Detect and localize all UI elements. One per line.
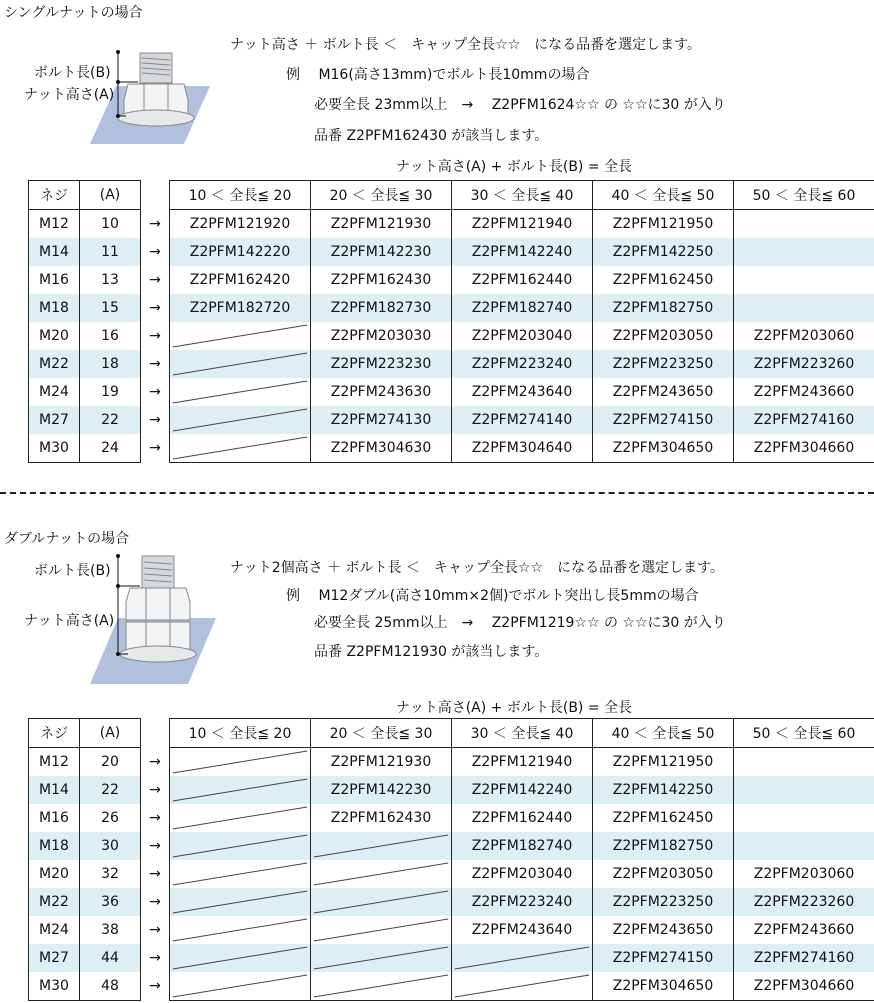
header-cell-length-range: 50 ＜ 全長≦ 60 bbox=[734, 719, 874, 748]
part-number-cell: Z2PFM243640 bbox=[452, 378, 593, 406]
thread-size-cell: M18 bbox=[29, 294, 80, 322]
part-number-cell: Z2PFM121920 bbox=[170, 210, 311, 239]
thread-size-cell: M24 bbox=[29, 916, 80, 944]
header-spacer bbox=[141, 181, 170, 210]
part-number-cell: Z2PFM304660 bbox=[734, 972, 874, 1001]
arrow-icon: → bbox=[149, 384, 161, 400]
strike-through-line bbox=[170, 916, 310, 944]
part-number-cell: Z2PFM203030 bbox=[311, 322, 452, 350]
header-cell-length-range: 40 ＜ 全長≦ 50 bbox=[593, 719, 734, 748]
part-number-cell: Z2PFM223240 bbox=[452, 888, 593, 916]
part-number-cell: Z2PFM162440 bbox=[452, 804, 593, 832]
part-number-cell: Z2PFM304650 bbox=[593, 434, 734, 463]
table-row bbox=[29, 434, 874, 463]
header-cell-length-range: 30 ＜ 全長≦ 40 bbox=[452, 181, 593, 210]
nut-height-cell: 11 bbox=[80, 238, 141, 266]
part-number-cell: Z2PFM142250 bbox=[593, 238, 734, 266]
part-number-cell: Z2PFM203040 bbox=[452, 322, 593, 350]
strike-through-line bbox=[170, 804, 310, 832]
instruction-line: ナット高さ ＋ ボルト長 ＜ キャップ全長☆☆ になる品番を選定します。 bbox=[230, 37, 702, 53]
table-header-row bbox=[29, 719, 874, 748]
table-row bbox=[29, 350, 874, 378]
header-cell-neji: ネジ bbox=[29, 181, 80, 210]
nut-height-cell: 15 bbox=[80, 294, 141, 322]
part-number-cell: Z2PFM162440 bbox=[452, 266, 593, 294]
part-number-cell: Z2PFM162450 bbox=[593, 804, 734, 832]
header-cell-length-range: 10 ＜ 全長≦ 20 bbox=[170, 181, 311, 210]
strike-through-line bbox=[170, 832, 310, 860]
section-title-single: シングルナットの場合 bbox=[4, 5, 143, 21]
part-number-cell: Z2PFM274130 bbox=[311, 406, 452, 434]
arrow-icon: → bbox=[149, 922, 161, 938]
not-available-cell bbox=[170, 916, 311, 944]
required-length-line: 必要全長 23mm以上 → Z2PFM1624☆☆ の ☆☆に30 が入り bbox=[314, 97, 726, 113]
nut-height-cell: 24 bbox=[80, 434, 141, 463]
part-number-cell: Z2PFM243650 bbox=[593, 916, 734, 944]
strike-through-line bbox=[311, 916, 451, 944]
part-number-cell: Z2PFM274160 bbox=[734, 944, 874, 972]
section-divider bbox=[0, 492, 874, 494]
table-row bbox=[29, 916, 874, 944]
nut-height-cell: 38 bbox=[80, 916, 141, 944]
part-number-cell bbox=[734, 210, 874, 239]
arrow-icon: → bbox=[149, 810, 161, 826]
not-available-cell bbox=[170, 944, 311, 972]
part-number-cell: Z2PFM182740 bbox=[452, 832, 593, 860]
arrow-icon: → bbox=[141, 406, 170, 434]
part-number-cell: Z2PFM121940 bbox=[452, 748, 593, 777]
thread-size-cell: M14 bbox=[29, 238, 80, 266]
part-number-cell: Z2PFM203050 bbox=[593, 860, 734, 888]
header-cell-length-range: 20 ＜ 全長≦ 30 bbox=[311, 719, 452, 748]
part-number-cell: Z2PFM243640 bbox=[452, 916, 593, 944]
part-number-cell: Z2PFM142220 bbox=[170, 238, 311, 266]
length-formula: ナット高さ(A) + ボルト長(B) = 全長 bbox=[396, 159, 633, 175]
not-available-cell bbox=[170, 378, 311, 406]
header-cell-length-range: 50 ＜ 全長≦ 60 bbox=[734, 181, 874, 210]
example-line: 例 M12ダブル(高さ10mm×2個)でボルト突出し長5mmの場合 bbox=[286, 588, 699, 604]
arrow-icon: → bbox=[149, 978, 161, 995]
header-cell-length-range: 20 ＜ 全長≦ 30 bbox=[311, 181, 452, 210]
arrow-icon: → bbox=[141, 944, 170, 972]
part-number-cell: Z2PFM274140 bbox=[452, 406, 593, 434]
nut-height-label: ナット高さ(A) bbox=[24, 87, 115, 103]
table-row bbox=[29, 378, 874, 406]
table-row bbox=[29, 748, 874, 777]
part-number-cell: Z2PFM203050 bbox=[593, 322, 734, 350]
nut-height-cell: 36 bbox=[80, 888, 141, 916]
part-number-cell: Z2PFM304630 bbox=[311, 434, 452, 463]
part-table-single bbox=[28, 180, 874, 463]
strike-through-line bbox=[170, 350, 310, 378]
not-available-cell bbox=[170, 434, 311, 463]
thread-size-cell: M27 bbox=[29, 944, 80, 972]
part-number-cell: Z2PFM162450 bbox=[593, 266, 734, 294]
arrow-icon: → bbox=[149, 866, 161, 882]
arrow-icon: → bbox=[141, 294, 170, 322]
not-available-cell bbox=[311, 832, 452, 860]
table-row bbox=[29, 406, 874, 434]
arrow-icon: → bbox=[141, 888, 170, 916]
strike-through-line bbox=[311, 832, 451, 860]
header-cell-length-range: 30 ＜ 全長≦ 40 bbox=[452, 719, 593, 748]
not-available-cell bbox=[170, 888, 311, 916]
not-available-cell bbox=[311, 944, 452, 972]
part-number-cell: Z2PFM182740 bbox=[452, 294, 593, 322]
thread-size-cell: M12 bbox=[29, 210, 80, 239]
strike-through-line bbox=[170, 378, 310, 406]
header-cell-length-range: 10 ＜ 全長≦ 20 bbox=[170, 719, 311, 748]
strike-through-line bbox=[170, 406, 310, 434]
part-number-cell bbox=[734, 266, 874, 294]
section-title-double: ダブルナットの場合 bbox=[4, 531, 130, 547]
part-number-cell: Z2PFM274150 bbox=[593, 944, 734, 972]
part-number-cell: Z2PFM274150 bbox=[593, 406, 734, 434]
not-available-cell bbox=[170, 748, 311, 777]
arrow-icon: → bbox=[141, 238, 170, 266]
part-number-cell: Z2PFM142240 bbox=[452, 238, 593, 266]
nut-height-cell: 30 bbox=[80, 832, 141, 860]
nut-height-cell: 32 bbox=[80, 860, 141, 888]
thread-size-cell: M20 bbox=[29, 322, 80, 350]
part-number-cell: Z2PFM182750 bbox=[593, 832, 734, 860]
thread-size-cell: M24 bbox=[29, 378, 80, 406]
nut-height-label: ナット高さ(A) bbox=[24, 613, 115, 629]
not-available-cell bbox=[170, 832, 311, 860]
nut-height-cell: 26 bbox=[80, 804, 141, 832]
part-number-cell: Z2PFM223230 bbox=[311, 350, 452, 378]
part-number-cell: Z2PFM203060 bbox=[734, 322, 874, 350]
not-available-cell bbox=[170, 804, 311, 832]
table-row bbox=[29, 294, 874, 322]
part-number-cell: Z2PFM182750 bbox=[593, 294, 734, 322]
part-number-cell: Z2PFM121930 bbox=[311, 210, 452, 239]
strike-through-line bbox=[452, 972, 592, 1000]
table-row bbox=[29, 860, 874, 888]
part-number-cell: Z2PFM203040 bbox=[452, 860, 593, 888]
not-available-cell bbox=[452, 972, 593, 1001]
thread-size-cell: M20 bbox=[29, 860, 80, 888]
part-number-cell: Z2PFM142240 bbox=[452, 776, 593, 804]
part-number-cell: Z2PFM243630 bbox=[311, 378, 452, 406]
nut-height-cell: 44 bbox=[80, 944, 141, 972]
part-number-cell: Z2PFM162420 bbox=[170, 266, 311, 294]
part-number-cell: Z2PFM243660 bbox=[734, 916, 874, 944]
nut-height-cell: 48 bbox=[80, 972, 141, 1001]
thread-size-cell: M12 bbox=[29, 748, 80, 777]
table-row bbox=[29, 776, 874, 804]
thread-size-cell: M18 bbox=[29, 832, 80, 860]
not-available-cell bbox=[170, 776, 311, 804]
strike-through-line bbox=[170, 322, 310, 350]
nut-height-cell: 10 bbox=[80, 210, 141, 239]
strike-through-line bbox=[170, 860, 310, 888]
length-formula: ナット高さ(A) + ボルト長(B) = 全長 bbox=[396, 700, 633, 716]
strike-through-line bbox=[170, 888, 310, 916]
thread-size-cell: M22 bbox=[29, 350, 80, 378]
part-number-cell: Z2PFM274160 bbox=[734, 406, 874, 434]
table-row bbox=[29, 210, 874, 239]
table-row bbox=[29, 888, 874, 916]
arrow-icon: → bbox=[149, 753, 161, 770]
part-number-cell: Z2PFM121950 bbox=[593, 748, 734, 777]
part-number-cell bbox=[734, 294, 874, 322]
thread-size-cell: M16 bbox=[29, 266, 80, 294]
part-number-cell: Z2PFM223240 bbox=[452, 350, 593, 378]
not-available-cell bbox=[311, 888, 452, 916]
not-available-cell bbox=[170, 322, 311, 350]
not-available-cell bbox=[311, 860, 452, 888]
arrow-icon: → bbox=[149, 215, 161, 232]
part-number-cell: Z2PFM182720 bbox=[170, 294, 311, 322]
part-number-cell bbox=[734, 748, 874, 777]
thread-size-cell: M22 bbox=[29, 888, 80, 916]
nut-height-cell: 16 bbox=[80, 322, 141, 350]
strike-through-line bbox=[311, 944, 451, 972]
part-number-cell: Z2PFM142230 bbox=[311, 776, 452, 804]
not-available-cell bbox=[311, 972, 452, 1001]
part-number-cell: Z2PFM121940 bbox=[452, 210, 593, 239]
table-row bbox=[29, 804, 874, 832]
part-number-cell: Z2PFM223260 bbox=[734, 888, 874, 916]
part-number-cell: Z2PFM203060 bbox=[734, 860, 874, 888]
bolt-length-label: ボルト長(B) bbox=[34, 563, 111, 579]
table-row bbox=[29, 322, 874, 350]
header-cell-length-range: 40 ＜ 全長≦ 50 bbox=[593, 181, 734, 210]
strike-through-line bbox=[170, 944, 310, 972]
arrow-icon: → bbox=[141, 350, 170, 378]
strike-through-line bbox=[311, 888, 451, 916]
table-row bbox=[29, 266, 874, 294]
part-number-cell: Z2PFM162430 bbox=[311, 804, 452, 832]
part-table-double bbox=[28, 718, 874, 1001]
nut-height-cell: 13 bbox=[80, 266, 141, 294]
strike-through-line bbox=[311, 972, 451, 1000]
part-number-cell bbox=[734, 804, 874, 832]
strike-through-line bbox=[170, 776, 310, 804]
header-cell-a: (A) bbox=[80, 181, 141, 210]
part-number-cell: Z2PFM162430 bbox=[311, 266, 452, 294]
instruction-line: ナット2個高さ ＋ ボルト長 ＜ キャップ全長☆☆ になる品番を選定します。 bbox=[230, 560, 724, 576]
example-line: 例 M16(高さ13mm)でボルト長10mmの場合 bbox=[286, 67, 590, 83]
arrow-icon: → bbox=[149, 440, 161, 457]
part-number-cell bbox=[734, 832, 874, 860]
arrow-icon: → bbox=[149, 272, 161, 288]
bolt-length-label: ボルト長(B) bbox=[34, 65, 111, 81]
part-number-cell: Z2PFM223250 bbox=[593, 350, 734, 378]
part-number-cell: Z2PFM142250 bbox=[593, 776, 734, 804]
strike-through-line bbox=[170, 434, 310, 462]
strike-through-line bbox=[452, 944, 592, 972]
arrow-icon: → bbox=[149, 328, 161, 344]
strike-through-line bbox=[170, 748, 310, 776]
arrow-icon: → bbox=[141, 776, 170, 804]
part-number-cell: Z2PFM142230 bbox=[311, 238, 452, 266]
part-number-cell: Z2PFM243650 bbox=[593, 378, 734, 406]
thread-size-cell: M16 bbox=[29, 804, 80, 832]
required-length-line: 必要全長 25mm以上 → Z2PFM1219☆☆ の ☆☆に30 が入り bbox=[314, 615, 726, 631]
header-cell-a: (A) bbox=[80, 719, 141, 748]
nut-height-cell: 22 bbox=[80, 776, 141, 804]
strike-through-line bbox=[170, 972, 310, 1000]
part-number-cell: Z2PFM223260 bbox=[734, 350, 874, 378]
part-number-cell: Z2PFM121930 bbox=[311, 748, 452, 777]
part-number-cell: Z2PFM243660 bbox=[734, 378, 874, 406]
header-cell-neji: ネジ bbox=[29, 719, 80, 748]
strike-through-line bbox=[311, 860, 451, 888]
not-available-cell bbox=[170, 860, 311, 888]
table-row bbox=[29, 944, 874, 972]
nut-height-cell: 18 bbox=[80, 350, 141, 378]
table-row bbox=[29, 832, 874, 860]
table-header-row bbox=[29, 181, 874, 210]
nut-height-cell: 19 bbox=[80, 378, 141, 406]
nut-height-cell: 20 bbox=[80, 748, 141, 777]
part-number-cell: Z2PFM121950 bbox=[593, 210, 734, 239]
thread-size-cell: M30 bbox=[29, 434, 80, 463]
not-available-cell bbox=[170, 350, 311, 378]
header-spacer bbox=[141, 719, 170, 748]
part-number-cell: Z2PFM304640 bbox=[452, 434, 593, 463]
thread-size-cell: M14 bbox=[29, 776, 80, 804]
part-number-cell: Z2PFM304650 bbox=[593, 972, 734, 1001]
part-number-line: 品番 Z2PFM121930 が該当します。 bbox=[314, 644, 549, 660]
table-row bbox=[29, 238, 874, 266]
not-available-cell bbox=[170, 406, 311, 434]
part-number-cell: Z2PFM304660 bbox=[734, 434, 874, 463]
table-row bbox=[29, 972, 874, 1001]
nut-height-cell: 22 bbox=[80, 406, 141, 434]
not-available-cell bbox=[170, 972, 311, 1001]
part-number-cell bbox=[734, 776, 874, 804]
not-available-cell bbox=[311, 916, 452, 944]
part-number-line: 品番 Z2PFM162430 が該当します。 bbox=[314, 128, 549, 144]
part-number-cell: Z2PFM182730 bbox=[311, 294, 452, 322]
not-available-cell bbox=[452, 944, 593, 972]
thread-size-cell: M30 bbox=[29, 972, 80, 1001]
arrow-icon: → bbox=[141, 832, 170, 860]
thread-size-cell: M27 bbox=[29, 406, 80, 434]
part-number-cell: Z2PFM223250 bbox=[593, 888, 734, 916]
part-number-cell bbox=[734, 238, 874, 266]
